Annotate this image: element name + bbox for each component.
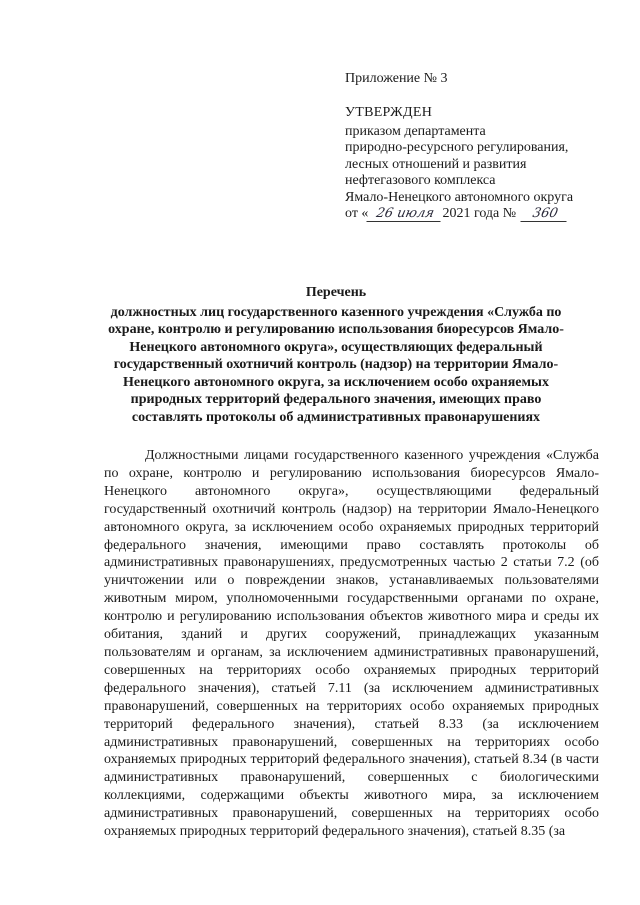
handwritten-order-number: 360 [520, 207, 569, 222]
body-paragraph: Должностными лицами государственного казенного учреждения «Служба по охране, контролю и регулированию использования биоресурсов Ямало-Ненецкого автономного округа», осуществляющими федеральный государственный охотничий контроль (надзор) на территории Ямало-Ненецкого автономного округа, за исключением особо охраняемых природных территорий федерального значения, имеющими право составлять протоколы об административных правонарушениях, предусмотренных частью 2 статьи 7.2 (об уничтожении или о повреждении знаков, устанавливаемых пользователями животным миром, уполномоченными государственными органами по охране, контролю и регулированию использования объектов животного мира и среды их обитания, зданий и других сооружений, принадлежащих указанным пользователям и органам, за исключением административных правонарушений, совершенных на территориях особо охраняемых природных территорий федерального значения), статьей 7.11 (за исключением административных правонарушений, совершенных на территориях особо охраняемых природных территорий федерального значения), статьей 8.33 (за исключением административных правонарушений, совершенных на территориях особо охраняемых природных территорий федерального значения), статьей 8.34 (в части административных правонарушений, совершенных с биологическими коллекциями, содержащими объекты животного мира, за исключением административных правонарушений, совершенных на территориях особо охраняемых природных территорий федерального значения), статьей 8.35 (за [104, 448, 599, 840]
body-text [104, 447, 599, 841]
date-prefix: от « [345, 206, 369, 221]
approval-line: лесных отношений и развития [345, 156, 527, 172]
approved-title: УТВЕРЖДЕН [345, 105, 433, 120]
heading-title: Перечень [305, 285, 367, 300]
appendix-label: Приложение № 3 [345, 71, 448, 86]
document-heading [108, 284, 564, 426]
approval-line: нефтегазового комплекса [345, 173, 496, 188]
handwritten-date: 26 июля [367, 207, 444, 222]
approval-block [345, 105, 610, 223]
date-suffix: 2021 года № [442, 206, 517, 221]
heading-subtitle: должностных лиц государственного казенного учреждения «Служба по охране, контролю и регулированию использования биоресурсов Ямало-Ненецкого автономного округа», осуществляющих федеральный государственный охотничий контроль (надзор) на территории Ямало-Ненецкого автономного округа, за исключением особо охраняемых природных территорий федерального значения, имеющих право составлять протоколы об административных правонарушениях [108, 304, 564, 425]
approval-line: природно-ресурсного регулирования, [345, 140, 569, 155]
approval-line: приказом департамента [345, 123, 486, 139]
order-date-line [345, 206, 610, 223]
approval-line: Ямало-Ненецкого автономного округа [345, 189, 574, 205]
